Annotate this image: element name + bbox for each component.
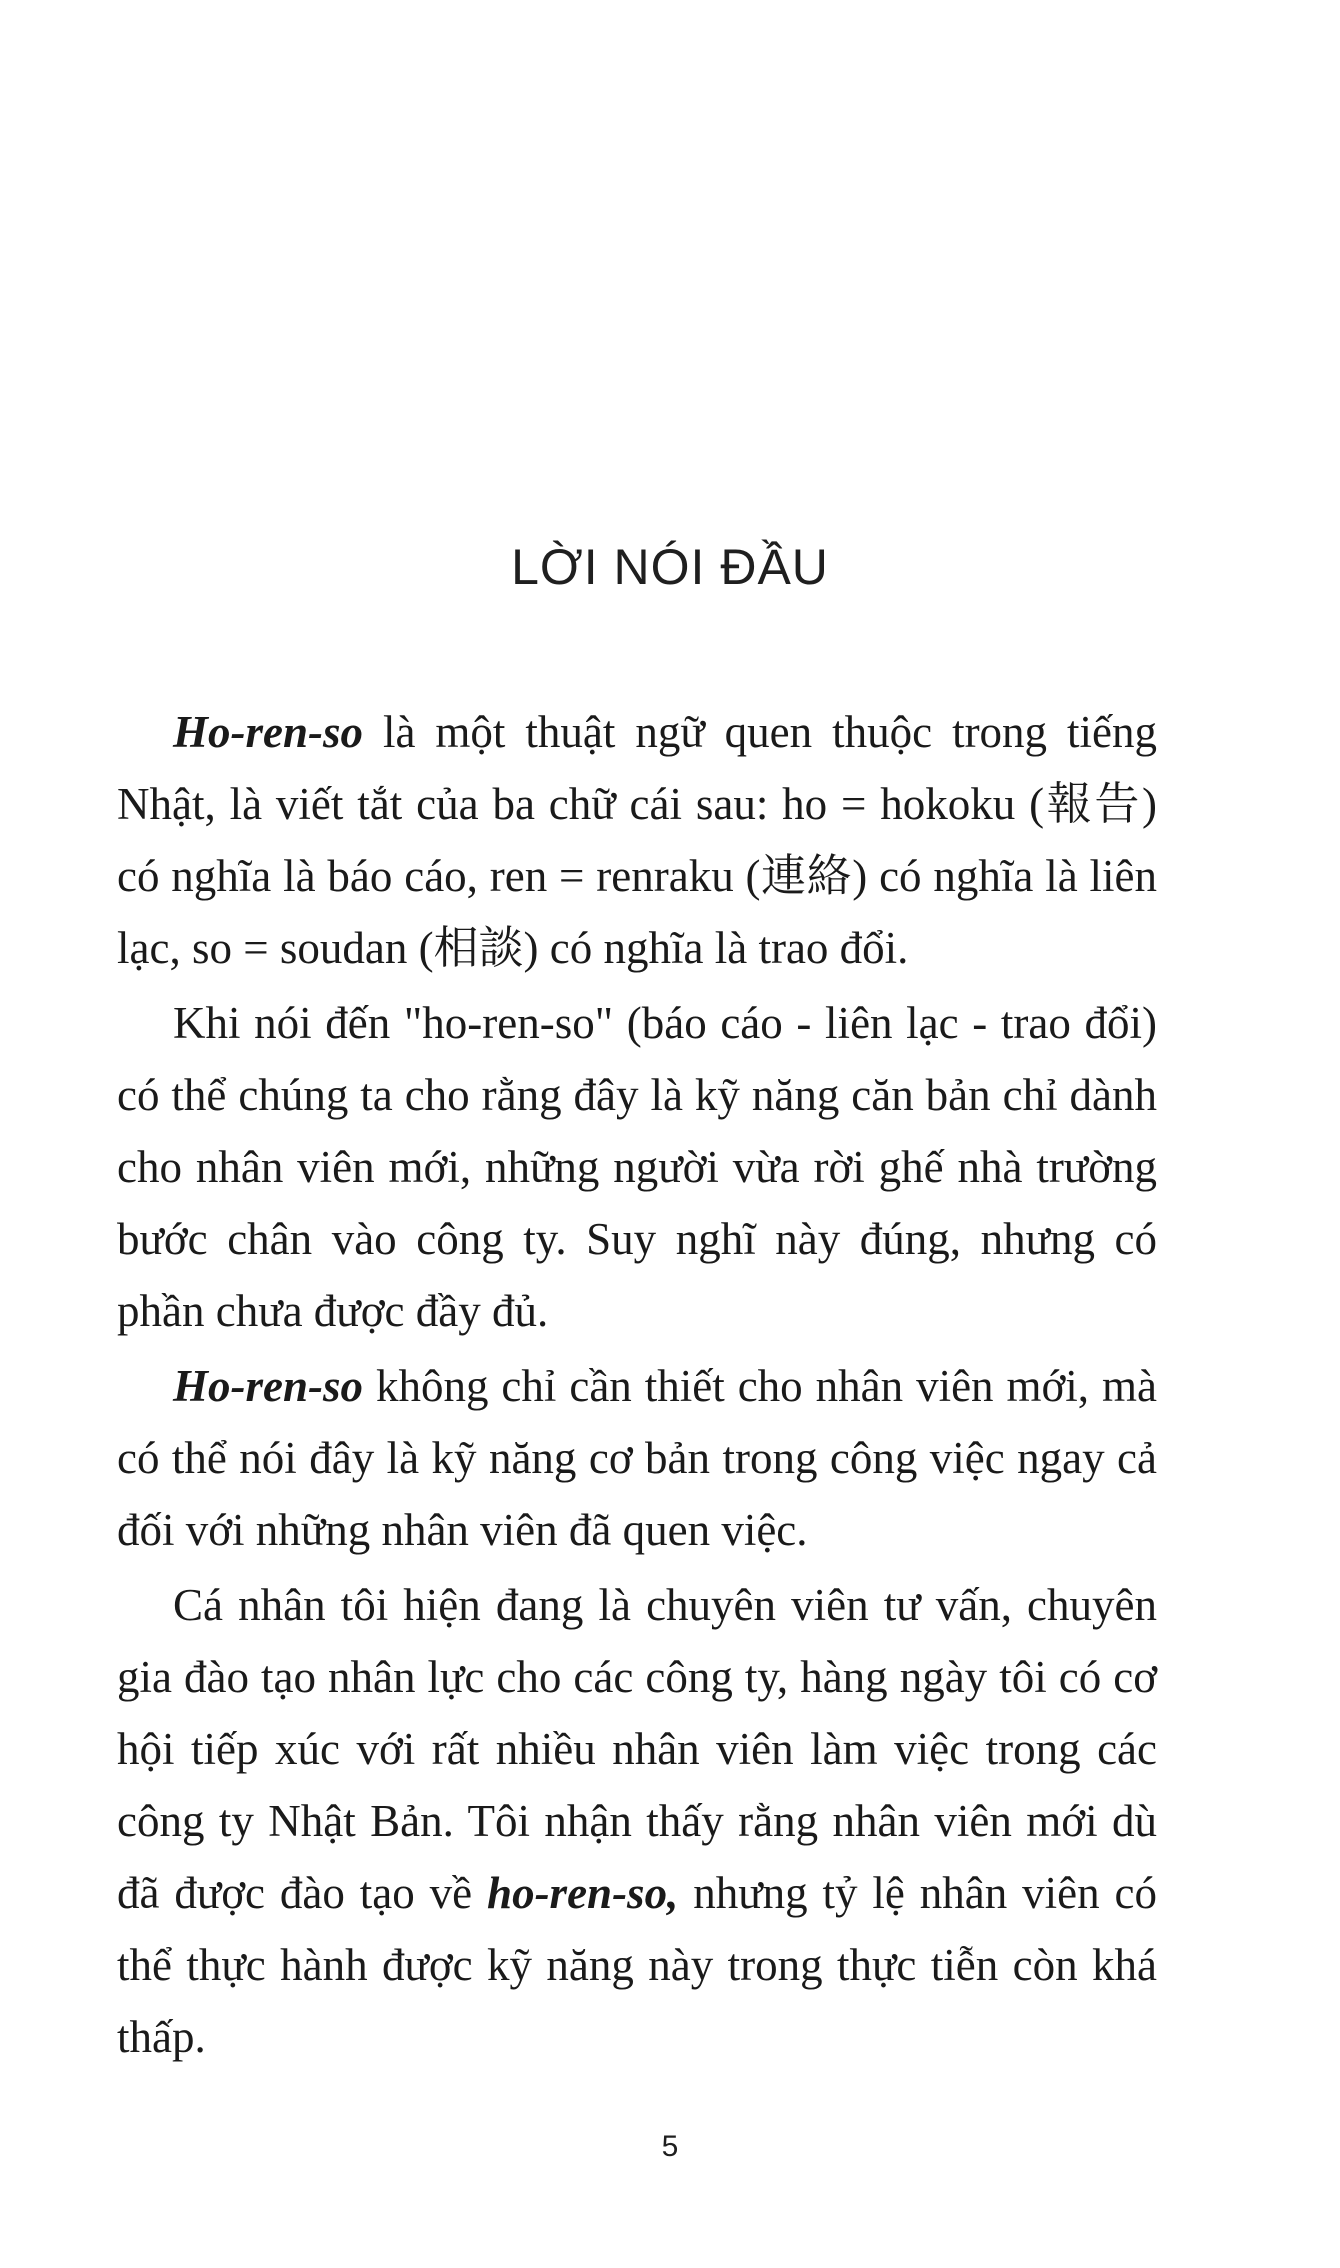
paragraph-2-text: Khi nói đến "ho-ren-so" (báo cáo - liên lạc - trao đổi) có thể chúng ta cho rằng đây là kỹ năng căn bản chỉ dành cho nhân viên mới, những người vừa rời ghế nhà trường bước chân vào công ty. Suy nghĩ này đúng, nhưng có phần chưa được đầy đủ. xyxy=(117,998,1157,1336)
paragraph-4 xyxy=(117,1569,1157,2073)
term-ho-ren-so: ho-ren-so, xyxy=(487,1868,679,1918)
paragraph-1-text: là một thuật ngữ quen thuộc trong tiếng Nhật, là viết tắt của ba chữ cái sau: ho = hokoku (報告) có nghĩa là báo cáo, ren = renraku (連絡) có nghĩa là liên lạc, so = soudan (相談) có nghĩa là trao đổi. xyxy=(117,707,1157,973)
page-number: 5 xyxy=(661,2130,679,2163)
paragraph-1 xyxy=(117,696,1157,984)
paragraph-4-text-before: Cá nhân tôi hiện đang là chuyên viên tư vấn, chuyên gia đào tạo nhân lực cho các công ty, hàng ngày tôi có cơ hội tiếp xúc với rất nhiều nhân viên làm việc trong các công ty Nhật Bản. Tôi nhận thấy rằng nhân viên mới dù đã được đào tạo về xyxy=(117,1580,1157,1918)
paragraph-3-text: không chỉ cần thiết cho nhân viên mới, mà có thể nói đây là kỹ năng cơ bản trong công việc ngay cả đối với những nhân viên đã quen việc. xyxy=(117,1361,1157,1555)
paragraph-3 xyxy=(117,1350,1157,1566)
term-ho-ren-so: Ho-ren-so xyxy=(173,707,363,757)
term-ho-ren-so: Ho-ren-so xyxy=(173,1361,363,1411)
body-text xyxy=(117,696,1157,2076)
chapter-title: LỜI NÓI ĐẦU xyxy=(511,539,829,595)
paragraph-4-text-after: nhưng tỷ lệ nhân viên có thể thực hành được kỹ năng này trong thực tiễn còn khá thấp. xyxy=(117,1868,1157,2062)
paragraph-2 xyxy=(117,987,1157,1347)
